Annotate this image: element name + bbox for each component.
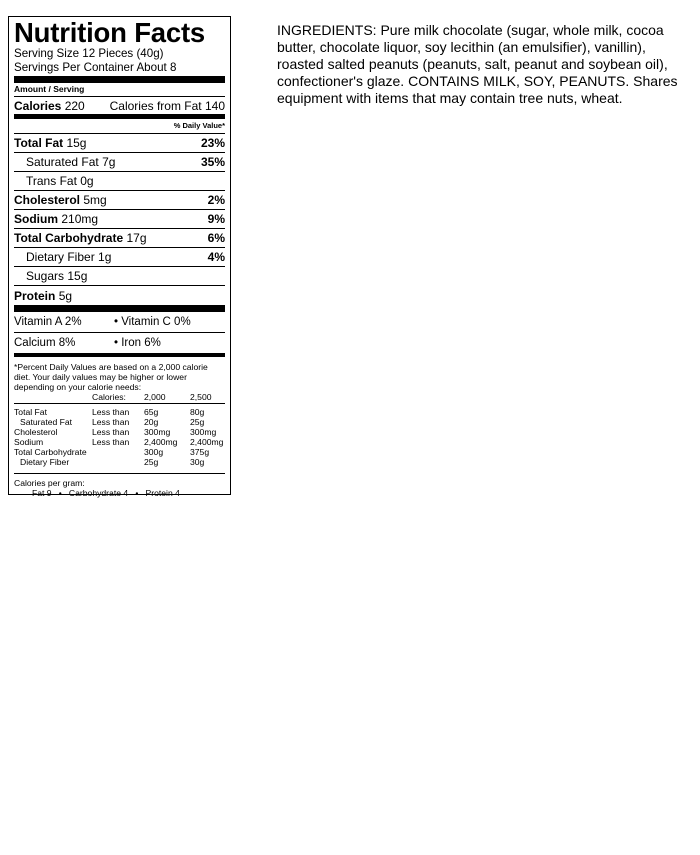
dv-value: 23% — [200, 136, 225, 150]
calories-per-gram-section — [14, 473, 225, 498]
dv-table-cell: Sodium — [14, 437, 44, 447]
nutrient-row-total-fat: Total Fat 15g 23% — [14, 133, 225, 152]
thick-divider — [14, 305, 225, 312]
dv-table-row — [14, 447, 225, 457]
dv-table-cell: 25g — [190, 417, 205, 427]
nutrition-facts-label — [8, 16, 231, 498]
nutrient-row-trans-fat: Trans Fat 0g — [14, 171, 225, 190]
dv-value: 4% — [207, 250, 225, 264]
thick-divider — [14, 76, 225, 83]
dv-table-cell — [92, 447, 144, 457]
nutrient-row-sodium: Sodium 210mg 9% — [14, 209, 225, 228]
calories-from-fat: Calories from Fat 140 — [109, 98, 225, 113]
dv-table-cell: Cholesterol — [14, 427, 58, 437]
calories-per-gram-label: Calories per gram: — [14, 478, 85, 488]
ingredients-text: INGREDIENTS: Pure milk chocolate (sugar, whole milk, cocoa butter, chocolate liquor, soy lecithin (an emulsifier), vanillin), roasted salted peanuts (peanuts, salt, peanut and soybean oil), confectioner's glaze. CONTAINS MILK, SOY, PEANUTS. Shares equipment with items that may contain tree nuts, wheat. — [277, 22, 678, 106]
calories-per-gram-values: Fat 9 • Carbohydrate 4 • Protein 4 — [32, 488, 180, 498]
dv-table-cell: 2,000 — [144, 392, 166, 402]
footnote-section — [14, 353, 225, 498]
dv-table-cell: 20g — [144, 417, 159, 427]
dv-table-header — [14, 392, 225, 404]
dv-value: 6% — [207, 231, 225, 245]
amount-per-serving: Amount / Serving — [14, 84, 85, 94]
dv-table-cell: 300mg — [144, 427, 171, 437]
dv-table-cell: Less than — [92, 407, 130, 417]
calories-row — [14, 96, 225, 114]
dv-value: 9% — [207, 212, 225, 226]
dv-table-cell — [92, 457, 144, 467]
footnote-text: *Percent Daily Values are based on a 2,000 calorie diet. Your daily values may be higher or lower depending on your calorie needs: — [14, 362, 208, 392]
dv-table-cell: 80g — [190, 407, 205, 417]
nutrition-facts-title: Nutrition Facts — [14, 17, 206, 48]
daily-value-table — [14, 392, 225, 467]
dv-table-cell: 300g — [144, 447, 164, 457]
dv-table-cell: 2,400mg — [144, 437, 178, 447]
dv-value: 2% — [207, 193, 225, 207]
dv-table-cell: Total Carbohydrate — [14, 447, 87, 457]
nutrient-row-sugars: Sugars 15g — [14, 266, 225, 285]
daily-value-header: % Daily Value* — [14, 118, 225, 133]
dv-table-cell — [14, 392, 92, 404]
dv-table-row — [14, 404, 225, 418]
dv-table-cell: 2,500 — [190, 392, 212, 402]
dv-table-row — [14, 427, 225, 437]
dv-table-cell: Total Fat — [14, 407, 47, 417]
calories-label: Calories — [14, 98, 62, 113]
dv-table-cell: Dietary Fiber — [20, 457, 70, 467]
dv-table-row — [14, 457, 225, 467]
serving-size: Serving Size 12 Pieces (40g) — [14, 47, 164, 60]
dv-table-cell: Saturated Fat — [20, 417, 73, 427]
servings-per-container: Servings Per Container About 8 — [14, 60, 177, 74]
dv-table-cell: 375g — [190, 447, 210, 457]
calories-value: 220 — [64, 98, 85, 113]
dv-table-cell: Less than — [92, 417, 130, 427]
dv-table-cell: 25g — [144, 457, 159, 467]
dv-table-cell: Calories: — [92, 392, 126, 402]
dv-table-cell: Less than — [92, 427, 130, 437]
dv-table-row — [14, 437, 225, 447]
nutrient-row-saturated-fat: Saturated Fat 7g 35% — [14, 152, 225, 171]
nutrient-row-dietary-fiber: Dietary Fiber 1g 4% — [14, 247, 225, 266]
dv-table-cell: 65g — [144, 407, 159, 417]
dv-table-cell: Less than — [92, 437, 130, 447]
nutrient-row-total-carbohydrate: Total Carbohydrate 17g 6% — [14, 228, 225, 247]
dv-table-cell: 30g — [190, 457, 205, 467]
nutrient-row-protein: Protein 5g — [14, 285, 225, 305]
vitamin-row: Vitamin A 2% • Vitamin C 0% — [14, 316, 191, 328]
dv-table-cell: 2,400mg — [190, 437, 224, 447]
nutrient-row-cholesterol: Cholesterol 5mg 2% — [14, 190, 225, 209]
mineral-row: Calcium 8% • Iron 6% — [14, 332, 225, 353]
dv-value: 35% — [200, 155, 225, 169]
dv-table-row — [14, 417, 225, 427]
dv-table-cell: 300mg — [190, 427, 217, 437]
